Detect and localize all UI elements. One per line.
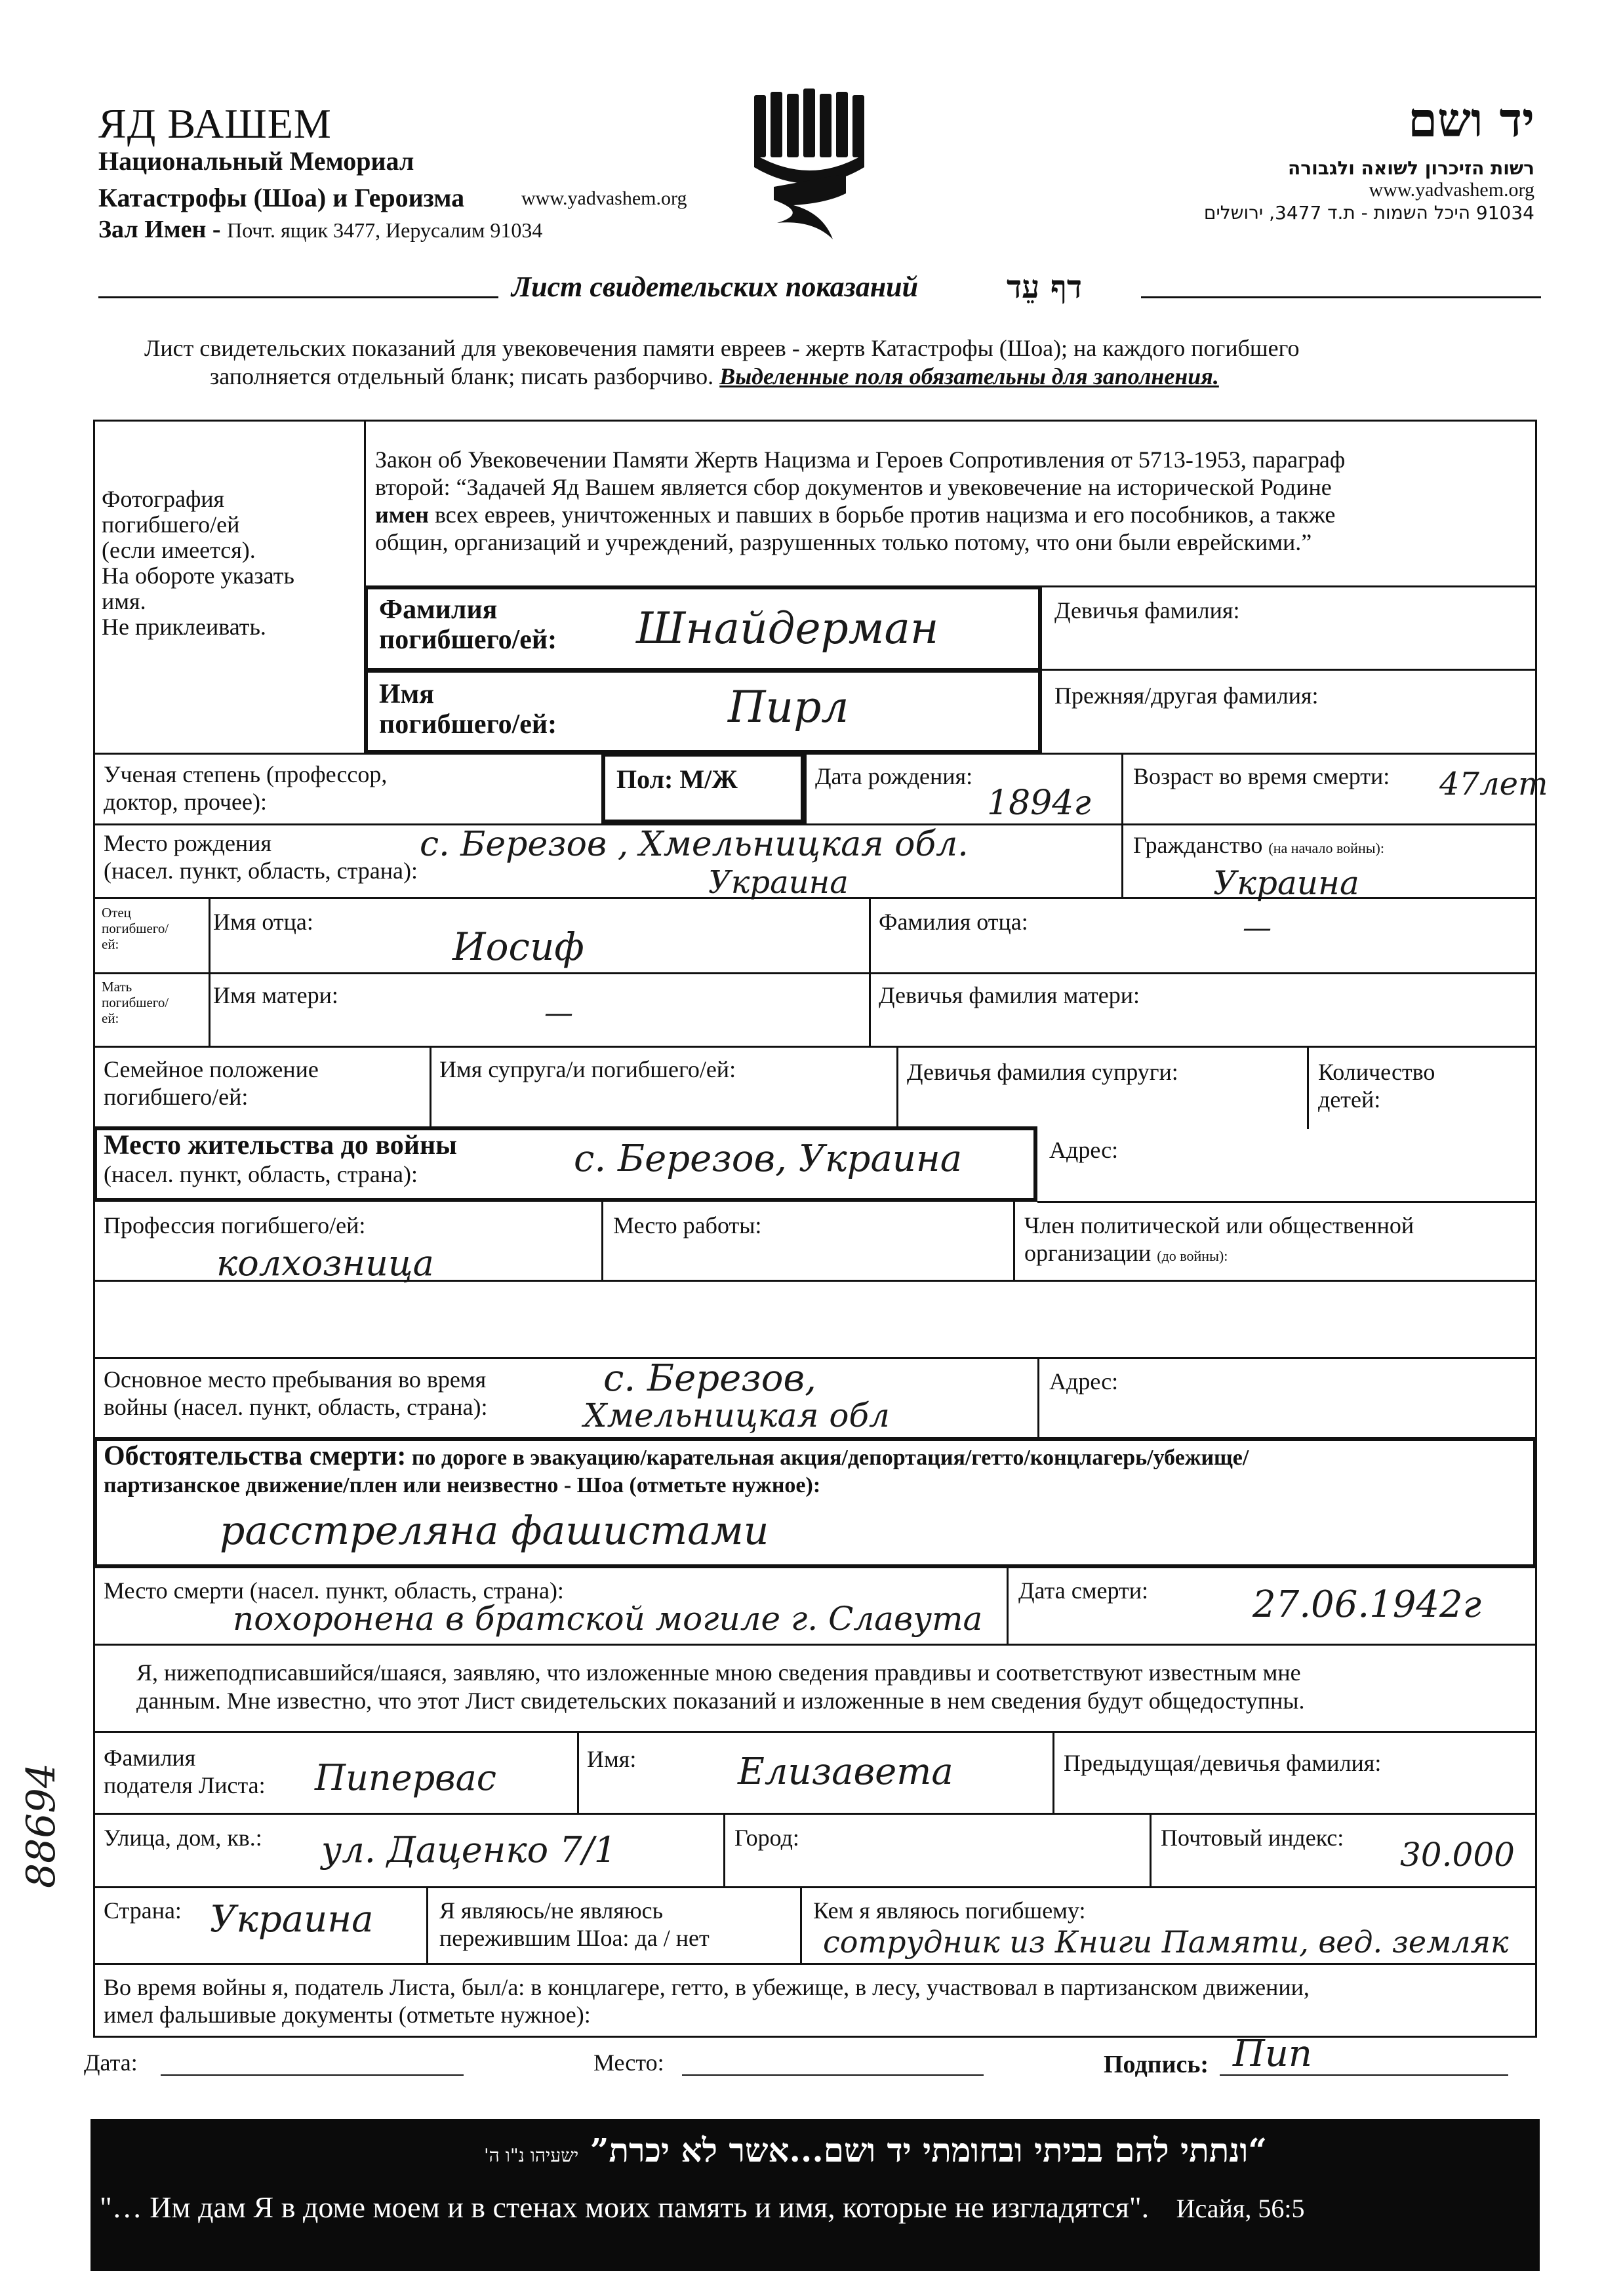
first-name-label: Имя погибшего/ей: xyxy=(379,679,557,740)
residence-address-label: Адрес: xyxy=(1049,1137,1119,1163)
org-line2: Национальный Мемориал xyxy=(98,146,414,176)
death-place-label: Место смерти (насел. пункт, область, страна): xyxy=(104,1577,564,1604)
first-name-value: Пирл xyxy=(728,682,849,732)
death-circumstances-label: Обстоятельства смерти: по дороге в эвакуацию/карательная акция/депортация/гетто/концлагерь/убежище/ партизанское движение/плен или неизвестно - Шоа (отметьте нужное): xyxy=(104,1441,1249,1497)
age-label: Возраст во время смерти: xyxy=(1133,763,1390,789)
birth-place-value: с. Березов , Хмельницкая обл. xyxy=(420,825,969,864)
zip-label: Почтовый индекс: xyxy=(1161,1825,1344,1851)
row-country-bottom xyxy=(93,1963,1537,1965)
submitter-name-divider xyxy=(577,1731,579,1813)
intro-emphasis: Выделенные поля обязательны для заполнения. xyxy=(719,363,1219,389)
photo-note-1: Фотография xyxy=(102,486,225,512)
surname-label: Фамилия погибшего/ей: xyxy=(379,595,557,655)
law-line4: общин, организаций и учреждений, разрушенных только потому, что они были еврейскими.” xyxy=(375,529,1312,555)
father-name-label: Имя отца: xyxy=(213,909,313,935)
hall-bold: Зал Имен - xyxy=(98,216,228,243)
submitter-prev-divider xyxy=(1052,1731,1054,1813)
war-status-line2: имел фальшивые документы (отметьте нужное): xyxy=(104,2002,591,2028)
mother-side-label: Мать погибшего/ ей: xyxy=(102,979,169,1026)
member-divider xyxy=(1013,1201,1015,1280)
title-rule-left xyxy=(98,296,498,298)
country-value: Украина xyxy=(210,1898,374,1941)
relation-divider xyxy=(800,1886,802,1963)
place-line[interactable] xyxy=(682,2074,984,2076)
birth-date-divider xyxy=(805,753,807,823)
submitter-surname-label: Фамилия подателя Листа: xyxy=(104,1745,266,1798)
death-place-value: похоронена в братской могиле г. Славута xyxy=(233,1600,983,1638)
war-status-line1: Во время войны я, податель Листа, был/а: в концлагере, гетто, в убежище, в лесу, участвовал в партизанском движении, xyxy=(104,1974,1310,2000)
residence-label: Место жительства до войны (насел. пункт, область, страна): xyxy=(104,1130,457,1187)
father-surname-divider xyxy=(869,897,871,1046)
death-date-divider xyxy=(1007,1568,1009,1644)
hall-address: Почт. ящик 3477, Иерусалим 91034 xyxy=(227,218,543,242)
form-title: Лист свидетельских показаний xyxy=(511,271,919,303)
intro-plain: заполняется отдельный бланк; писать разборчиво. xyxy=(210,363,720,389)
footer-russian-quote: "… Им дам Я в доме моем и в стенах моих память и имя, которые не изгладятся". xyxy=(100,2190,1150,2224)
survivor-divider xyxy=(426,1886,428,1963)
website-left: www.yadvashem.org xyxy=(521,188,687,209)
footer-hebrew-ref: ישעיהו נ"ו ה' xyxy=(483,2145,579,2166)
residence-value: с. Березов, Украина xyxy=(574,1138,963,1180)
father-side-label: Отец погибшего/ ей: xyxy=(102,905,169,952)
org-name-ru: ЯД ВАШЕМ xyxy=(98,100,332,147)
intro-line2 xyxy=(210,363,1219,390)
wartime-address-divider xyxy=(1037,1357,1039,1439)
submitter-prev-label: Предыдущая/девичья фамилия: xyxy=(1064,1750,1382,1776)
wartime-place-label: Основное место пребывания во время войны (насел. пункт, область, страна): xyxy=(104,1366,488,1420)
name-block-bottom xyxy=(93,753,1537,755)
row-birth-bottom xyxy=(93,897,1537,899)
wartime-place-value: с. Березов, xyxy=(603,1357,816,1400)
spouse-divider xyxy=(430,1046,431,1129)
he-line2: רשות הזיכרון לשואה ולגבורה xyxy=(1288,157,1534,179)
death-date-label: Дата смерти: xyxy=(1018,1577,1149,1604)
surname-value: Шнайдерман xyxy=(636,603,939,654)
street-label: Улица, дом, кв.: xyxy=(104,1825,262,1851)
birth-date-value: 1894г xyxy=(987,783,1091,823)
row-residence-bottom xyxy=(1037,1201,1537,1203)
maiden-row-rule xyxy=(1042,669,1537,671)
zip-value: 30.000 xyxy=(1400,1836,1515,1874)
footer-hebrew-quote: “ונתתי להם בביתי ובחומתי יד ושם...אשר לא יכרת” xyxy=(590,2131,1268,2169)
row-declaration-bottom xyxy=(93,1731,1537,1733)
footer-russian xyxy=(100,2190,1529,2225)
submitter-surname-value: Пипервас xyxy=(315,1757,497,1798)
member-label: Член политической или общественной организации (до войны): xyxy=(1024,1212,1414,1266)
org-line3: Катастрофы (Шоа) и Героизма xyxy=(98,183,465,212)
father-name-value: Иосиф xyxy=(452,924,584,969)
profession-value: колхозница xyxy=(216,1242,434,1284)
side-number: 88694 xyxy=(18,1763,64,1888)
birth-place-label: Место рождения (насел. пункт, область, страна): xyxy=(104,830,418,884)
photo-note-2: погибшего/ей xyxy=(102,511,240,538)
birth-place-value-2: Украина xyxy=(708,864,849,901)
death-circumstances-value: расстреляна фашистами xyxy=(220,1508,769,1554)
spouse-maiden-label: Девичья фамилия супруги: xyxy=(907,1059,1178,1085)
photo-note-5: имя. xyxy=(102,588,146,614)
father-surname-label: Фамилия отца: xyxy=(879,909,1028,935)
mother-name-label: Имя матери: xyxy=(213,982,338,1008)
submitter-name-label: Имя: xyxy=(587,1746,637,1772)
declaration-line2: данным. Мне известно, что этот Лист свидетельских показаний и изложенные в нем сведения будут общедоступны. xyxy=(136,1688,1305,1714)
yad-vashem-logo xyxy=(748,89,869,266)
relation-value: сотрудник из Книги Памяти, вед. земляк xyxy=(823,1924,1509,1960)
row-death-place-bottom xyxy=(93,1644,1537,1646)
footer-russian-ref: Исайя, 56:5 xyxy=(1176,2194,1305,2223)
signature-value: Пип xyxy=(1233,2032,1312,2075)
law-line3 xyxy=(375,501,1345,528)
citizenship-label: Гражданство (на начало войны): xyxy=(1133,832,1384,858)
street-value: ул. Даценко 7/1 xyxy=(321,1829,617,1870)
father-surname-value: — xyxy=(1243,911,1272,945)
spouse-name-label: Имя супруга/и погибшего/ей: xyxy=(439,1056,736,1082)
marital-label: Семейное положение погибшего/ей: xyxy=(104,1056,319,1110)
title-rule-right xyxy=(1141,296,1541,298)
form-title-he: דף עֵד xyxy=(1007,269,1082,306)
org-name-he: יד ושם xyxy=(1408,92,1534,148)
workplace-label: Место работы: xyxy=(613,1212,762,1238)
photo-note-3: (если имеется). xyxy=(102,537,256,563)
row-submitter-bottom xyxy=(93,1813,1537,1815)
zip-divider xyxy=(1150,1813,1152,1886)
profession-label: Профессия погибшего/ей: xyxy=(104,1212,366,1238)
wartime-place-value-2: Хмельницкая обл xyxy=(584,1396,890,1435)
law-line1: Закон об Увековечении Памяти Жертв Нацизма и Героев Сопротивления от 5713-1953, параграф xyxy=(375,446,1346,473)
degree-label: Ученая степень (профессор, доктор, прочее): xyxy=(104,761,388,815)
war-status xyxy=(104,1973,1310,2029)
photo-note-6: Не приклеивать. xyxy=(102,614,266,640)
row-mother-bottom xyxy=(93,1046,1537,1048)
law-bold: имен xyxy=(375,502,429,528)
children-label: Количество детей: xyxy=(1318,1059,1435,1113)
wartime-address-label: Адрес: xyxy=(1049,1368,1119,1395)
mother-maiden-label: Девичья фамилия матери: xyxy=(879,982,1140,1008)
birth-date-label: Дата рождения: xyxy=(815,763,973,789)
row-street-bottom xyxy=(93,1886,1537,1888)
signature-label: Подпись: xyxy=(1104,2051,1209,2078)
law-text xyxy=(375,446,1345,556)
website-right: www.yadvashem.org xyxy=(1369,179,1534,201)
parents-side-divider xyxy=(209,897,210,1046)
submitter-name-value: Елизавета xyxy=(738,1751,953,1793)
place-label: Место: xyxy=(593,2049,664,2076)
law-line2: второй: “Задачей Яд Вашем является сбор документов и увековечение на исторической Родине xyxy=(375,474,1332,500)
row-profession-bottom xyxy=(93,1280,1537,1282)
hall-of-names xyxy=(98,215,542,244)
other-name-label: Прежняя/другая фамилия: xyxy=(1054,683,1319,709)
row-father-bottom xyxy=(93,972,1537,974)
city-divider xyxy=(723,1813,725,1886)
footer-hebrew xyxy=(302,2131,1449,2169)
children-divider xyxy=(1307,1046,1309,1129)
citizenship-value: Украина xyxy=(1213,864,1359,902)
declaration-line1: Я, нижеподписавшийся/шаяся, заявляю, что изложенные мною сведения правдивы и соответствуют известным мне xyxy=(136,1659,1301,1686)
maiden-name-label: Девичья фамилия: xyxy=(1054,597,1240,623)
city-label: Город: xyxy=(734,1825,799,1851)
law-rest: всех евреев, уничтоженных и павших в борьбе против нацизма и его пособников, а также xyxy=(428,502,1336,528)
photo-note xyxy=(102,486,294,640)
date-label: Дата: xyxy=(84,2049,138,2076)
mother-name-value: — xyxy=(544,997,573,1030)
country-label: Страна: xyxy=(104,1897,182,1924)
death-date-value: 27.06.1942г xyxy=(1252,1583,1481,1626)
age-value: 47лет xyxy=(1439,766,1548,802)
relation-label: Кем я являюсь погибшему: xyxy=(813,1897,1086,1924)
workplace-divider xyxy=(601,1201,603,1280)
date-line[interactable] xyxy=(161,2074,464,2076)
survivor-label: Я являюсь/не являюсь пережившим Шоа: да / нет xyxy=(439,1897,710,1951)
spouse-maiden-divider xyxy=(896,1046,898,1129)
photo-note-4: На обороте указать xyxy=(102,563,294,589)
he-address: 91034 היכל השמות - ת.ד 3477, ירושלים xyxy=(1203,202,1534,224)
gender-label: Пол: М/Ж xyxy=(616,764,738,794)
intro-line1: Лист свидетельских показаний для увековечения памяти евреев - жертв Катастрофы (Шоа); на каждого погибшего xyxy=(144,335,1300,361)
declaration xyxy=(136,1659,1304,1715)
